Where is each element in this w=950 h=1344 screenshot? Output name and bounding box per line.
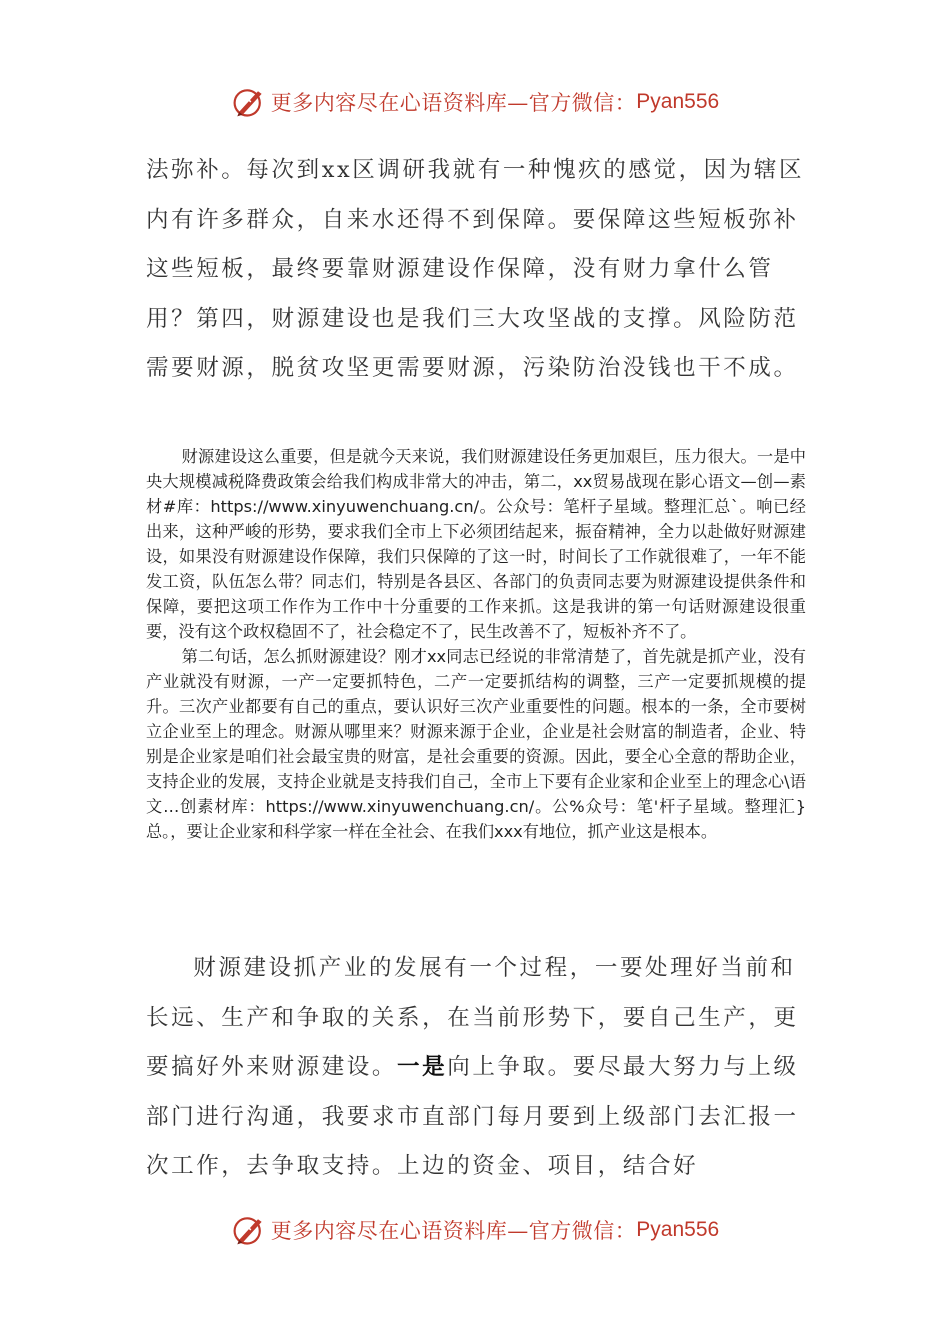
pen-logo-icon — [231, 1212, 267, 1248]
footer-banner-id: Pyan556 — [636, 1218, 720, 1241]
header-banner-id: Pyan556 — [636, 90, 720, 113]
paragraph-4-start: 财源建设抓产业的发展有一个过程，一要处理好当前和长远、生产和争取的关系，在当前形势下，要自己生产，更要搞好外来财源建设。 — [146, 955, 799, 1080]
body-paragraph-2: 财源建设这么重要，但是就今天来说，我们财源建设任务更加艰巨，压力很大。一是中央大规模减税降费政策会给我们构成非常大的冲击，第二，xx贸易战现在影心语文—创—素材#库：https://www.xinyuwenchuang.cn/。公众号：笔杆子星域。整理汇总`。响已经出来，这种严峻的形势，要求我们全市上下必须团结起来，振奋精神，全力以赴做好财源建设，如果没有财源建设作保障，我们只保障的了这一时，时间长了工作就很难了，一年不能发工资，队伍怎么带？同志们，特别是各县区、各部门的负责同志要为财源建设提供条件和保障，要把这项工作作为工作中十分重要的工作来抓。这是我讲的第一句话财源建设很重要，没有这个政权稳固不了，社会稳定不了，民生改善不了，短板补齐不了。 — [146, 447, 806, 641]
footer-banner — [0, 1205, 950, 1255]
header-banner-text: 更多内容尽在心语资料库—官方微信： — [270, 91, 637, 115]
paragraph-4-bold: 一是 — [397, 1054, 448, 1080]
header-banner — [0, 77, 950, 127]
body-paragraph-4 — [146, 944, 806, 1192]
pen-logo-icon — [231, 84, 267, 120]
body-paragraph-3: 第二句话，怎么抓财源建设？刚才xx同志已经说的非常清楚了，首先就是抓产业，没有产业就没有财源，一产一定要抓特色，二产一定要抓结构的调整，三产一定要抓规模的提升。三次产业都要有自己的重点，要认识好三次产业重要性的问题。根本的一条，全市要树立企业至上的理念。财源从哪里来？财源来源于企业，企业是社会财富的制造者，企业、特别是企业家是咱们社会最宝贵的财富，是社会重要的资源。因此，要全心全意的帮助企业，支持企业的发展，支持企业就是支持我们自己，全市上下要有企业家和企业至上的理念心\语文…创素材库：https://www.xinyuwenchuang.cn/。公%众号：笔'杆子星域。整理汇}总。，要让企业家和科学家一样在全社会、在我们xxx有地位，抓产业这是根本。 — [146, 647, 806, 841]
small-text-block — [146, 444, 806, 844]
footer-banner-text: 更多内容尽在心语资料库—官方微信： — [270, 1219, 637, 1243]
body-paragraph-1: 法弥补。每次到xx区调研我就有一种愧疚的感觉，因为辖区内有许多群众，自来水还得不到保障。要保障这些短板弥补这些短板，最终要靠财源建设作保障，没有财力拿什么管用？第四，财源建设也是我们三大攻坚战的支撑。风险防范需要财源，脱贫攻坚更需要财源，污染防治没钱也干不成。 — [146, 157, 805, 381]
paragraph-4-end: 向上争取。要尽最大努力与上级部门进行沟通，我要求市直部门每月要到上级部门去汇报一次工作，去争取支持。上边的资金、项目，结合好 — [146, 1054, 799, 1179]
